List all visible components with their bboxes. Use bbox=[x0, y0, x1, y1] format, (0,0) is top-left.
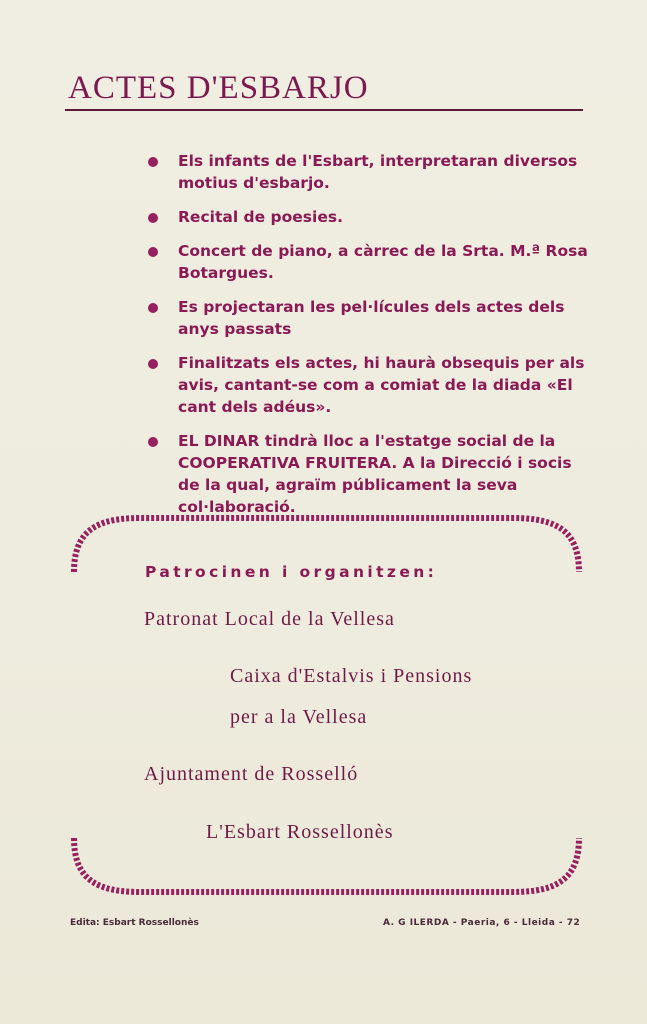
bullet-icon bbox=[148, 437, 158, 447]
organization-name: Patronat Local de la Vellesa bbox=[144, 608, 395, 630]
bullet-icon bbox=[148, 303, 158, 313]
bullet-icon bbox=[148, 247, 158, 257]
bullet-icon bbox=[148, 157, 158, 167]
sponsors-heading: Patrocinen i organitzen: bbox=[145, 563, 438, 581]
list-item bbox=[148, 430, 588, 518]
organization-name: L'Esbart Rossellonès bbox=[206, 821, 394, 843]
bullet-icon bbox=[148, 213, 158, 223]
list-item bbox=[148, 296, 588, 340]
page-title: ACTES D'ESBARJO bbox=[68, 70, 369, 106]
list-item-text: EL DINAR tindrà lloc a l'estatge social de la COOPERATIVA FRUITERA. A la Direcció i socis de la qual, agraïm públicament la seva col·laboració. bbox=[178, 432, 572, 516]
bullet-icon bbox=[148, 359, 158, 369]
list-item bbox=[148, 352, 588, 418]
list-item-text: Recital de poesies. bbox=[178, 208, 343, 226]
list-item-text: Concert de piano, a càrrec de la Srta. M.ª Rosa Botargues. bbox=[178, 242, 588, 282]
title-underline bbox=[65, 109, 583, 111]
list-item bbox=[148, 150, 588, 194]
footer-printer: A. G ILERDA - Paeria, 6 - Lleida - 72 bbox=[383, 918, 581, 928]
organization-name: Caixa d'Estalvis i Pensions bbox=[230, 665, 473, 687]
list-item bbox=[148, 206, 588, 228]
organization-name: per a la Vellesa bbox=[230, 706, 368, 728]
activities-list bbox=[148, 150, 588, 530]
list-item-text: Es projectaran les pel·lícules dels actes dels anys passats bbox=[178, 298, 565, 338]
list-item-text: Finalitzats els actes, hi haurà obsequis per als avis, cantant-se com a comiat de la diada «El cant dels adéus». bbox=[178, 354, 585, 416]
organization-name: Ajuntament de Rosselló bbox=[144, 763, 359, 785]
list-item bbox=[148, 240, 588, 284]
footer-editor: Edita: Esbart Rossellonès bbox=[70, 918, 199, 928]
list-item-text: Els infants de l'Esbart, interpretaran diversos motius d'esbarjo. bbox=[178, 152, 578, 192]
